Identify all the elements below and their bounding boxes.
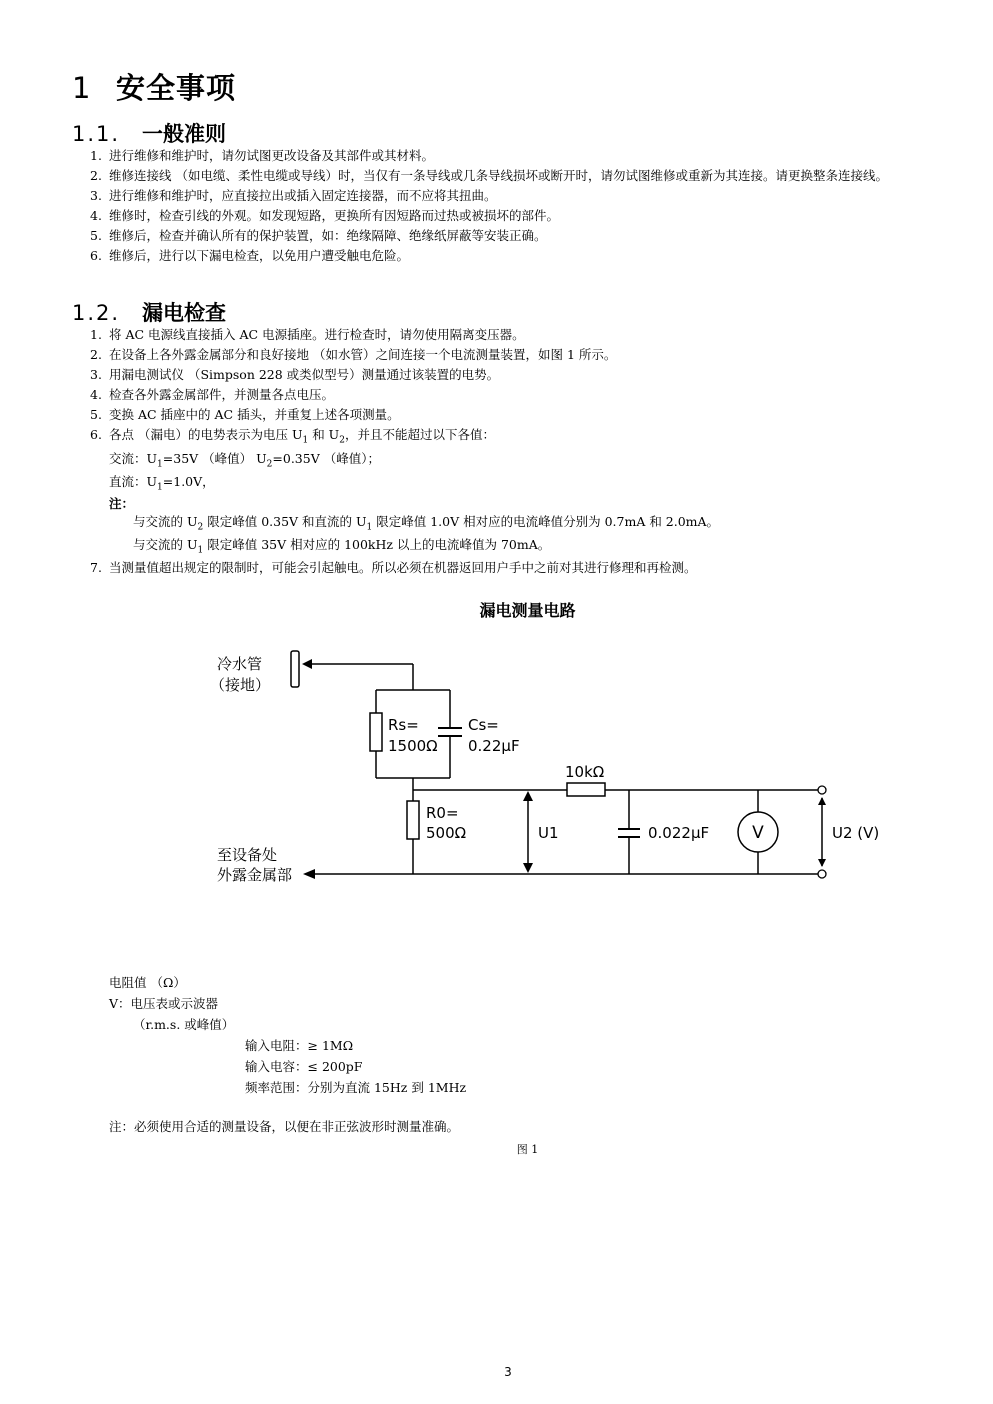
legend-line: 电阻值 （Ω） xyxy=(109,975,186,990)
section-title: 漏电检查 xyxy=(142,301,226,325)
list-item: 6. 维修后，进行以下漏电检查，以免用户遭受触电危险。 xyxy=(90,248,410,263)
list-item: 5. 变换 AC 插座中的 AC 插头，并重复上述各项测量。 xyxy=(90,407,400,422)
note-line-1: 与交流的 $U_2$ 限定峰值 0.35V 和直流的 $U_1$ 限定峰值 1.0V 相对应的电流峰值分别为 0.7mA 和 2.0mA。 xyxy=(133,514,720,533)
to-device-label-2: 外露金属部 xyxy=(217,866,293,884)
measurement-note: 注：必须使用合适的测量设备，以便在非正弦波形时测量准确。 xyxy=(109,1119,460,1134)
rs-value: 1500Ω xyxy=(388,737,438,755)
list-item: 5. 维修后，检查并确认所有的保护装置，如：绝缘隔障、绝缘纸屏蔽等安装正确。 xyxy=(90,228,547,243)
legend-line: （r.m.s. 或峰值） xyxy=(133,1017,235,1032)
list-item: 4. 维修时，检查引线的外观。如发现短路，更换所有因短路而过热或被损坏的部件。 xyxy=(90,208,560,223)
section-title: 一般准则 xyxy=(142,122,226,146)
note-line-2: 与交流的 $U_1$ 限定峰值 35V 相对应的 100kHz 以上的电流峰值为 70mA。 xyxy=(133,537,551,556)
list-item: 1. 将 AC 电源线直接插入 AC 电源插座。进行检查时，请勿使用隔离变压器。 xyxy=(90,327,525,342)
figure-caption: 图 1 xyxy=(516,1143,539,1156)
capacitor-value: 0.022μF xyxy=(648,824,710,842)
water-pipe-symbol xyxy=(291,651,299,687)
arrowhead xyxy=(523,863,533,873)
to-device-label-1: 至设备处 xyxy=(217,846,278,864)
r0-value: 500Ω xyxy=(426,824,467,842)
legend-line: V：电压表或示波器 xyxy=(109,996,219,1011)
legend-line: 输入电容：≤ 200pF xyxy=(245,1059,363,1074)
u1-label: U1 xyxy=(538,824,559,842)
dc-limits: 直流：$U_1=1.0V$， xyxy=(109,474,215,493)
list-item: 2. 在设备上各外露金属部分和良好接地 （如水管）之间连接一个电流测量装置，如图 1 所示。 xyxy=(90,347,617,362)
resistor-rs xyxy=(370,713,382,751)
cs-label: Cs= xyxy=(468,716,499,734)
r10k-label: 10kΩ xyxy=(565,763,605,781)
resistor-r0 xyxy=(407,801,419,839)
cs-value: 0.22μF xyxy=(468,737,520,755)
heading-title: 安全事项 xyxy=(116,71,237,105)
water-pipe-label: 冷水管 xyxy=(217,655,263,673)
terminal xyxy=(818,786,826,794)
heading-number: 1 xyxy=(72,71,92,105)
arrowhead xyxy=(818,797,826,805)
r0-label: R0= xyxy=(426,804,459,822)
section-number: 1.2. xyxy=(72,301,121,325)
section-number: 1.1. xyxy=(72,122,121,146)
diagram-title: 漏电测量电路 xyxy=(479,601,576,620)
arrowhead xyxy=(818,859,826,867)
legend-line: 频率范围：分别为直流 15Hz 到 1MHz xyxy=(245,1080,467,1095)
terminal xyxy=(818,870,826,878)
resistor-10k xyxy=(567,783,605,796)
note-label: 注： xyxy=(109,496,135,511)
grounding-label: （接地） xyxy=(210,676,271,694)
list-item: 4. 检查各外露金属部件，并测量各点电压。 xyxy=(90,387,335,402)
arrowhead xyxy=(302,659,312,669)
rs-label: Rs= xyxy=(388,716,419,734)
page-number: 3 xyxy=(504,1365,512,1379)
diagram-legend xyxy=(109,972,466,1098)
ac-limits: 交流：$U_1=35V$ （峰值） $U_2=0.35V$ （峰值）； xyxy=(109,451,380,470)
list-item: 7. 当测量值超出规定的限制时，可能会引起触电。所以必须在机器返回用户手中之前对其进行修理和再检测。 xyxy=(90,560,697,575)
arrowhead xyxy=(303,869,315,879)
list-item: 6. 各点 （漏电）的电势表示为电压 $U_1$ 和 $U_2$，并且不能超过以下各值： xyxy=(90,427,495,446)
legend-line: 输入电阻：≥ 1MΩ xyxy=(245,1038,354,1053)
voltmeter-label: V xyxy=(752,823,764,843)
list-item: 3. 用漏电测试仪 （Simpson 228 或类似型号）测量通过该装置的电势。 xyxy=(90,367,500,382)
list-item: 2. 维修连接线 （如电缆、柔性电缆或导线）时，当仅有一条导线或几条导线损坏或断开时，请勿试图维修或重新为其连接。请更换整条连接线。 xyxy=(90,168,888,183)
u2-label: U2 (V) xyxy=(832,824,880,842)
list-item: 3. 进行维修和维护时，应直接拉出或插入固定连接器，而不应将其扭曲。 xyxy=(90,188,497,203)
list-item: 1. 进行维修和维护时，请勿试图更改设备及其部件或其材料。 xyxy=(90,148,435,163)
arrowhead xyxy=(523,791,533,801)
